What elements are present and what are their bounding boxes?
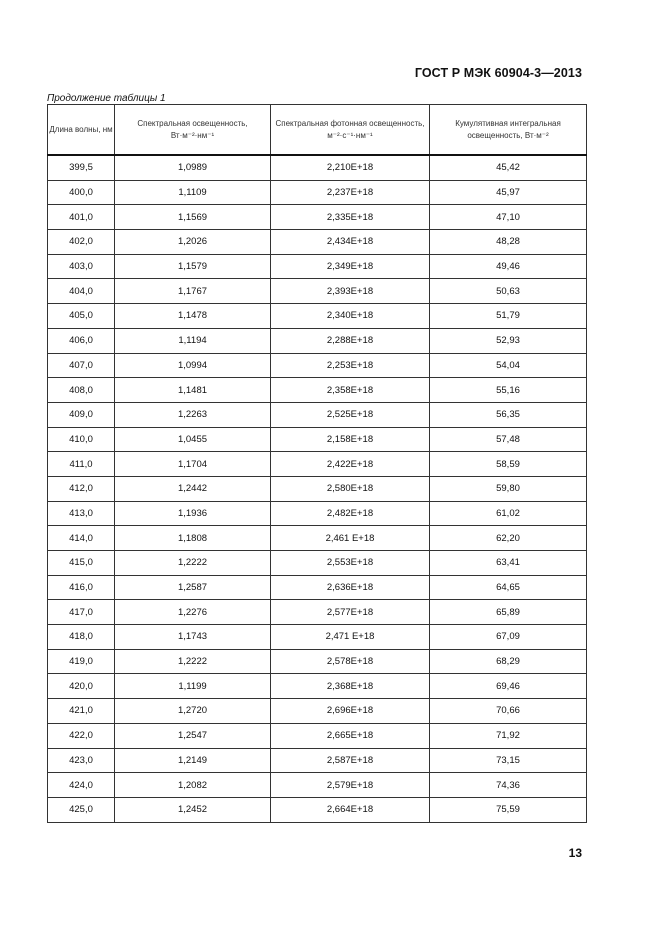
table-row	[48, 797, 587, 822]
table-cell: 45,42	[430, 155, 587, 180]
table-cell: 2,577E+18	[271, 600, 430, 625]
table-cell: 420,0	[48, 674, 115, 699]
table-cell: 2,579E+18	[271, 773, 430, 798]
table-cell: 75,59	[430, 797, 587, 822]
table-row	[48, 230, 587, 255]
table-cell: 2,482E+18	[271, 501, 430, 526]
table-body	[48, 155, 587, 822]
table-row	[48, 674, 587, 699]
table-cell: 2,580E+18	[271, 476, 430, 501]
table-cell: 56,35	[430, 402, 587, 427]
table-cell: 50,63	[430, 279, 587, 304]
table-row	[48, 526, 587, 551]
table-cell: 1,2263	[115, 402, 271, 427]
table-row	[48, 699, 587, 724]
table-cell: 2,461 E+18	[271, 526, 430, 551]
table-cell: 2,393E+18	[271, 279, 430, 304]
table-header-row	[48, 105, 587, 156]
table-cell: 1,1481	[115, 378, 271, 403]
table-cell: 59,80	[430, 476, 587, 501]
table-row	[48, 155, 587, 180]
table-cell: 70,66	[430, 699, 587, 724]
table-cell: 55,16	[430, 378, 587, 403]
table-cell: 52,93	[430, 328, 587, 353]
table-cell: 48,28	[430, 230, 587, 255]
document-code: ГОСТ Р МЭК 60904-3—2013	[414, 66, 582, 80]
table-cell: 1,1569	[115, 205, 271, 230]
table-cell: 413,0	[48, 501, 115, 526]
table-cell: 45,97	[430, 180, 587, 205]
table-cell: 1,0994	[115, 353, 271, 378]
table-cell: 407,0	[48, 353, 115, 378]
column-header-photon-irradiance: Спектральная фотонная освещенность, м⁻²·с⁻¹·нм⁻¹	[271, 105, 430, 156]
table-row	[48, 551, 587, 576]
table-cell: 1,1199	[115, 674, 271, 699]
table-cell: 2,349E+18	[271, 254, 430, 279]
table-cell: 2,525E+18	[271, 402, 430, 427]
table-cell: 73,15	[430, 748, 587, 773]
table-row	[48, 501, 587, 526]
table-cell: 1,2276	[115, 600, 271, 625]
table-cell: 405,0	[48, 304, 115, 329]
table-cell: 403,0	[48, 254, 115, 279]
table-cell: 62,20	[430, 526, 587, 551]
table-cell: 74,36	[430, 773, 587, 798]
table-cell: 1,1808	[115, 526, 271, 551]
table-cell: 1,2547	[115, 723, 271, 748]
table-row	[48, 328, 587, 353]
table-cell: 418,0	[48, 625, 115, 650]
table-row	[48, 625, 587, 650]
table-cell: 1,1194	[115, 328, 271, 353]
table-cell: 401,0	[48, 205, 115, 230]
table-cell: 417,0	[48, 600, 115, 625]
table-cell: 424,0	[48, 773, 115, 798]
table-row	[48, 600, 587, 625]
table-row	[48, 254, 587, 279]
table-cell: 2,696E+18	[271, 699, 430, 724]
table-cell: 422,0	[48, 723, 115, 748]
table-row	[48, 773, 587, 798]
table-cell: 1,0989	[115, 155, 271, 180]
table-cell: 64,65	[430, 575, 587, 600]
table-row	[48, 180, 587, 205]
table-cell: 2,358E+18	[271, 378, 430, 403]
table-cell: 410,0	[48, 427, 115, 452]
table-row	[48, 427, 587, 452]
table-cell: 423,0	[48, 748, 115, 773]
table-cell: 2,253E+18	[271, 353, 430, 378]
table-cell: 402,0	[48, 230, 115, 255]
table-cell: 1,1478	[115, 304, 271, 329]
table-cell: 2,471 E+18	[271, 625, 430, 650]
table-cell: 1,2082	[115, 773, 271, 798]
table-cell: 1,2442	[115, 476, 271, 501]
table-row	[48, 353, 587, 378]
table-cell: 1,2026	[115, 230, 271, 255]
table-cell: 2,578E+18	[271, 649, 430, 674]
table-row	[48, 649, 587, 674]
table-cell: 1,1936	[115, 501, 271, 526]
table-cell: 406,0	[48, 328, 115, 353]
table-cell: 69,46	[430, 674, 587, 699]
table-cell: 71,92	[430, 723, 587, 748]
table-cell: 58,59	[430, 452, 587, 477]
table-cell: 65,89	[430, 600, 587, 625]
table-cell: 1,2587	[115, 575, 271, 600]
table-cell: 412,0	[48, 476, 115, 501]
table-row	[48, 378, 587, 403]
page-number: 13	[568, 846, 582, 860]
table-cell: 1,1579	[115, 254, 271, 279]
table-row	[48, 279, 587, 304]
table-cell: 2,288E+18	[271, 328, 430, 353]
table-cell: 2,237E+18	[271, 180, 430, 205]
table-cell: 421,0	[48, 699, 115, 724]
table-cell: 1,1743	[115, 625, 271, 650]
table-cell: 61,02	[430, 501, 587, 526]
table-row	[48, 402, 587, 427]
table-cell: 2,335E+18	[271, 205, 430, 230]
table-row	[48, 452, 587, 477]
table-caption: Продолжение таблицы 1	[47, 93, 166, 104]
table-cell: 399,5	[48, 155, 115, 180]
table-cell: 1,2222	[115, 551, 271, 576]
table-cell: 425,0	[48, 797, 115, 822]
table-cell: 2,210E+18	[271, 155, 430, 180]
table-cell: 404,0	[48, 279, 115, 304]
table-row	[48, 748, 587, 773]
table-cell: 1,1109	[115, 180, 271, 205]
table-cell: 408,0	[48, 378, 115, 403]
column-header-cumulative-irradiance: Кумулятивная интегральная освещенность, Вт·м⁻²	[430, 105, 587, 156]
table-cell: 2,664E+18	[271, 797, 430, 822]
table-cell: 414,0	[48, 526, 115, 551]
table-cell: 411,0	[48, 452, 115, 477]
table-cell: 63,41	[430, 551, 587, 576]
table-cell: 2,553E+18	[271, 551, 430, 576]
table-cell: 2,434E+18	[271, 230, 430, 255]
table-cell: 1,2452	[115, 797, 271, 822]
table-cell: 1,2222	[115, 649, 271, 674]
table-cell: 68,29	[430, 649, 587, 674]
table-row	[48, 304, 587, 329]
table-cell: 1,1767	[115, 279, 271, 304]
table-row	[48, 723, 587, 748]
table-cell: 47,10	[430, 205, 587, 230]
irradiance-table	[47, 104, 587, 823]
table-row	[48, 205, 587, 230]
table-cell: 2,340E+18	[271, 304, 430, 329]
table-cell: 2,158E+18	[271, 427, 430, 452]
table-cell: 415,0	[48, 551, 115, 576]
table-cell: 67,09	[430, 625, 587, 650]
table-cell: 51,79	[430, 304, 587, 329]
table-cell: 2,368E+18	[271, 674, 430, 699]
table-cell: 1,0455	[115, 427, 271, 452]
table-cell: 1,2720	[115, 699, 271, 724]
table-row	[48, 575, 587, 600]
table-cell: 409,0	[48, 402, 115, 427]
table-cell: 2,636E+18	[271, 575, 430, 600]
table-cell: 2,587E+18	[271, 748, 430, 773]
table-cell: 1,1704	[115, 452, 271, 477]
table-cell: 54,04	[430, 353, 587, 378]
table-cell: 2,665E+18	[271, 723, 430, 748]
column-header-spectral-irradiance: Спектральная освещенность, Вт·м⁻²·нм⁻¹	[115, 105, 271, 156]
table-cell: 2,422E+18	[271, 452, 430, 477]
table-cell: 419,0	[48, 649, 115, 674]
table-row	[48, 476, 587, 501]
table-cell: 49,46	[430, 254, 587, 279]
column-header-wavelength: Длина волны, нм	[48, 105, 115, 156]
table-cell: 400,0	[48, 180, 115, 205]
table-cell: 1,2149	[115, 748, 271, 773]
table-cell: 416,0	[48, 575, 115, 600]
table-cell: 57,48	[430, 427, 587, 452]
